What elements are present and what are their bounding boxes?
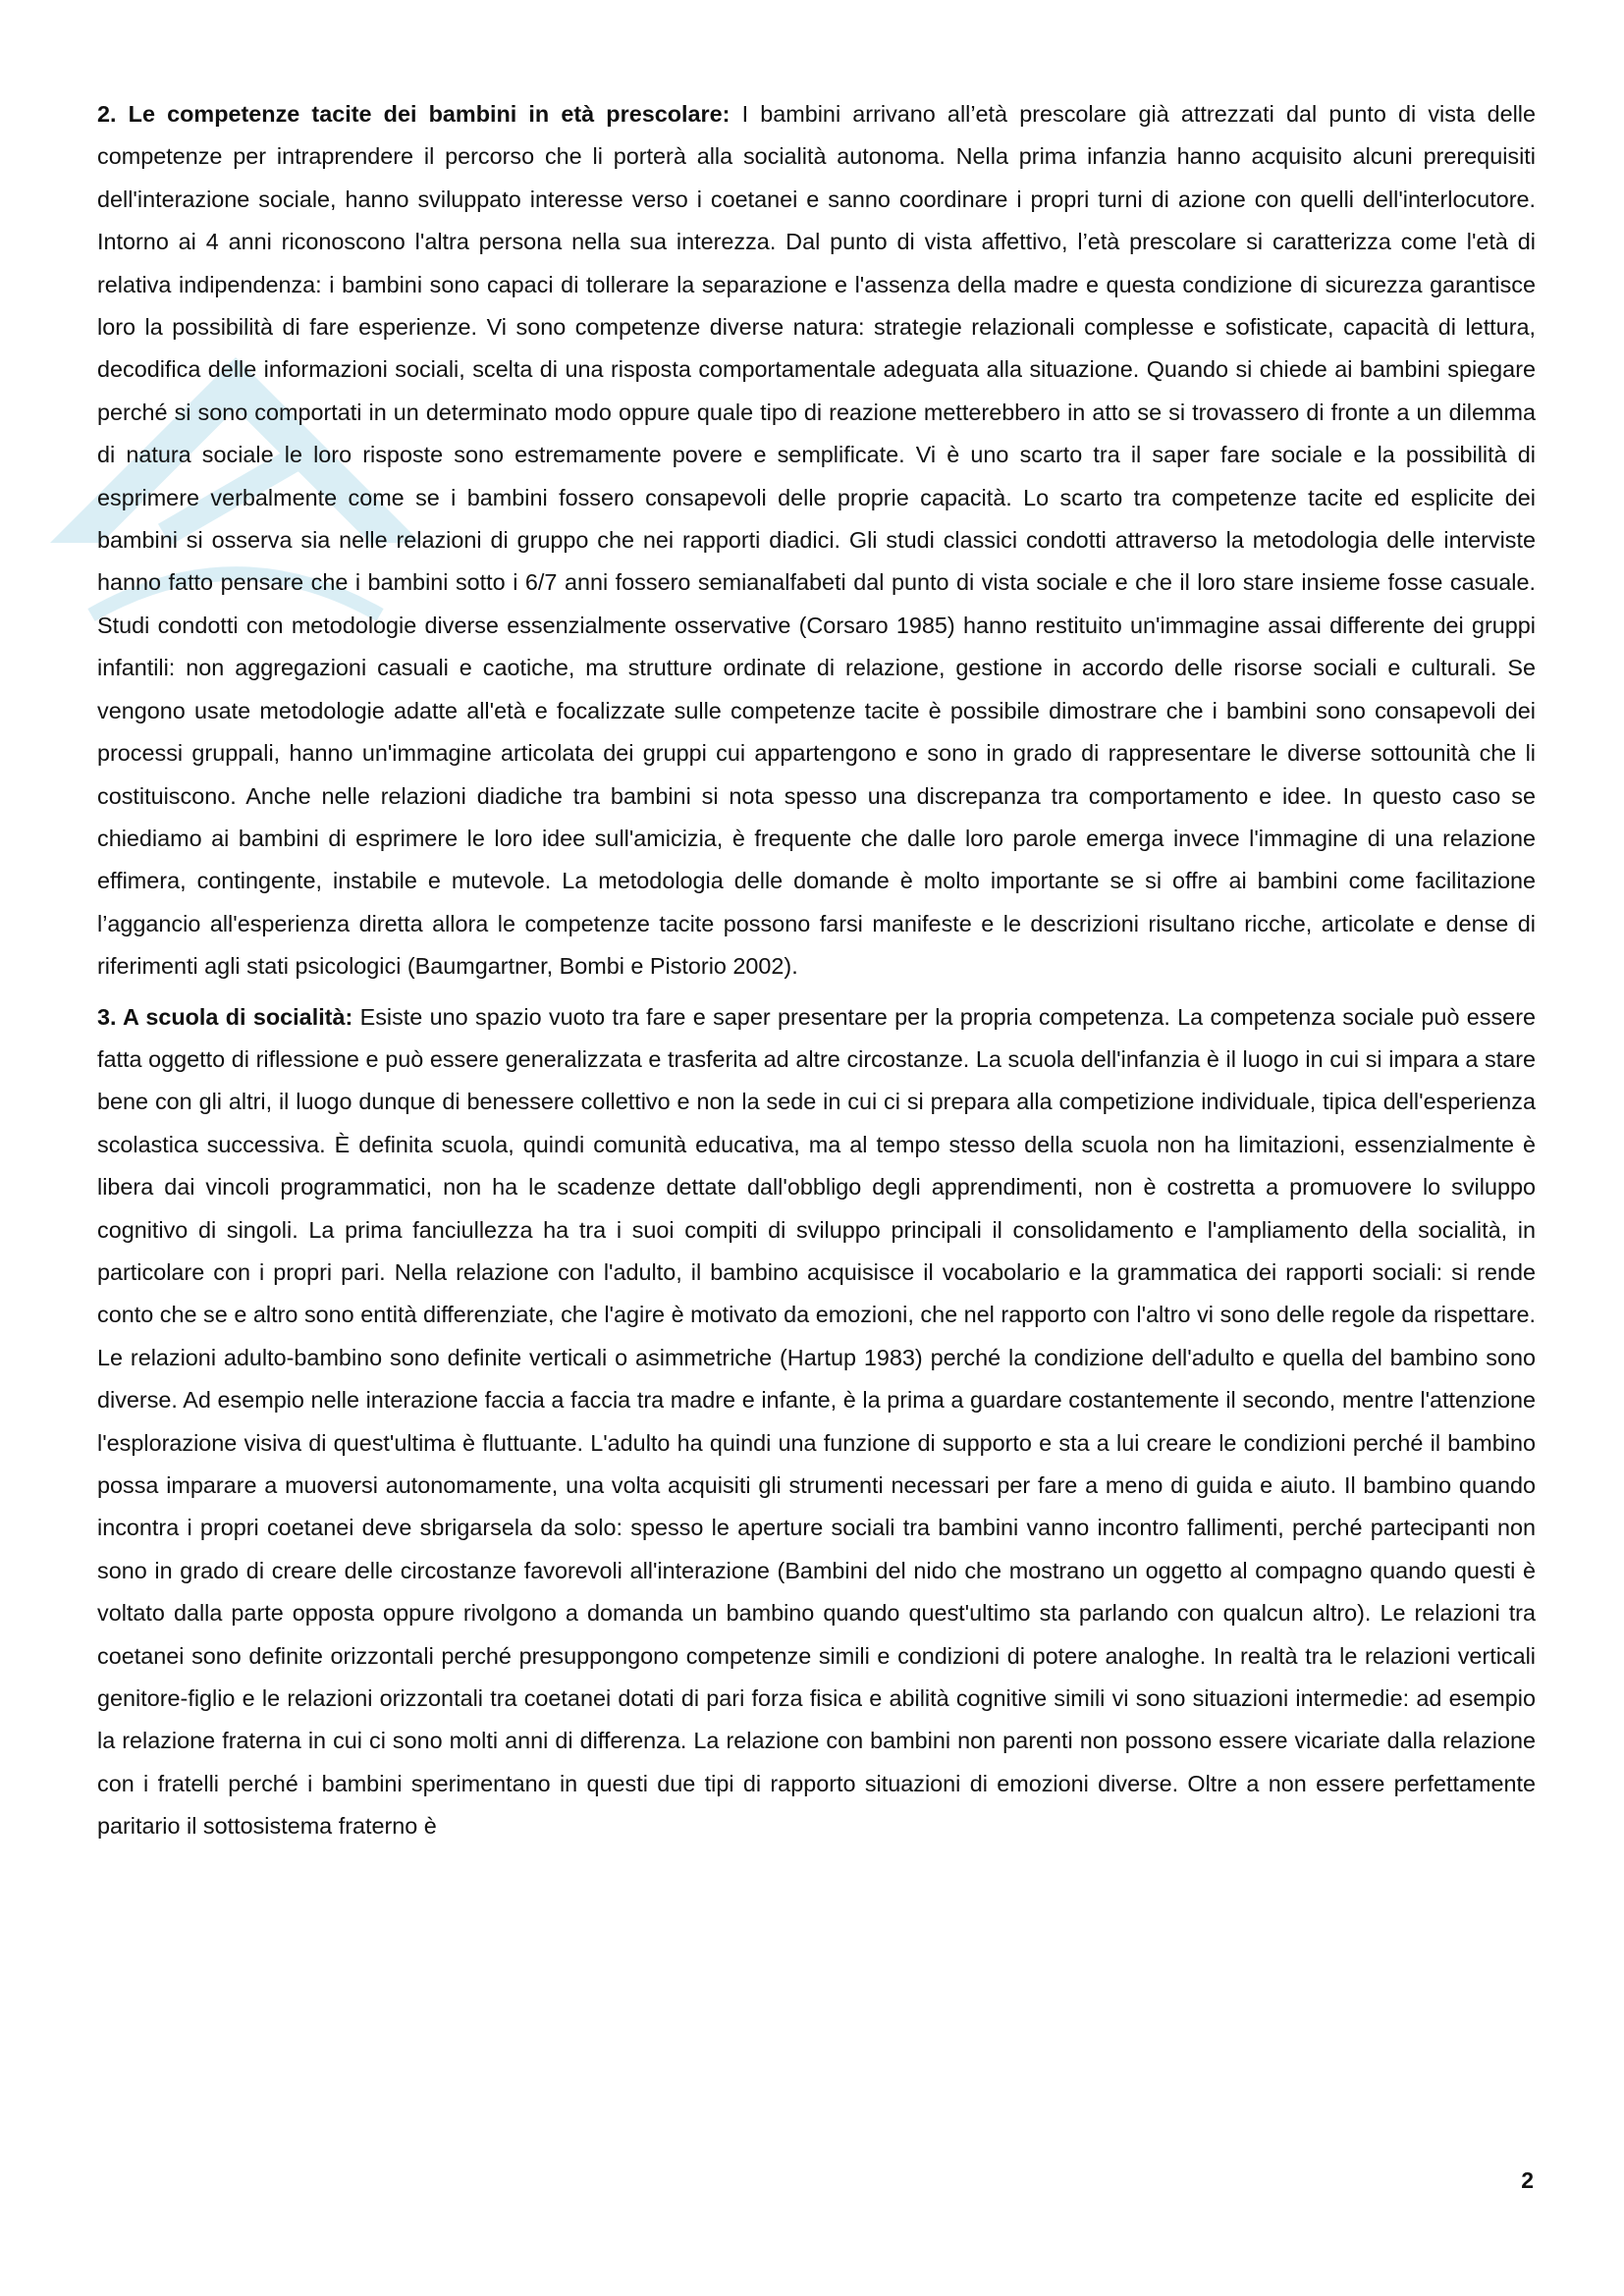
- paragraph-scuola-socialita: [97, 996, 1536, 1848]
- section-heading-scuola-socialita: 3. A scuola di socialità:: [97, 1003, 353, 1030]
- section-heading-competenze-tacite: 2. Le competenze tacite dei bambini in età prescolare:: [97, 101, 731, 127]
- page-number: 2: [1521, 2167, 1534, 2193]
- section-text-competenze-tacite: I bambini arrivano all’età prescolare già attrezzati dal punto di vista delle competenze per intraprendere il percorso che li porterà alla socialità autonoma. Nella prima infanzia hanno acquisito alcuni prerequisiti dell'interazione sociale, hanno sviluppato interesse verso i coetanei e sanno coordinare i propri turni di azione con quelli dell'interlocutore. Intorno ai 4 anni riconoscono l'altra persona nella sua interezza. Dal punto di vista affettivo, l’età prescolare si caratterizza come l'età di relativa indipendenza: i bambini sono capaci di tollerare la separazione e l'assenza della madre e questa condizione di sicurezza garantisce loro la possibilità di fare esperienze. Vi sono competenze diverse natura: strategie relazionali complesse e sofisticate, capacità di lettura, decodifica delle informazioni sociali, scelta di una risposta comportamentale adeguata alla situazione. Quando si chiede ai bambini spiegare perché si sono comportati in un determinato modo oppure quale tipo di reazione metterebbero in atto se si trovassero di fronte a un dilemma di natura sociale le loro risposte sono estremamente povere e semplificate. Vi è uno scarto tra il saper fare sociale e la possibilità di esprimere verbalmente come se i bambini fossero consapevoli delle proprie capacità. Lo scarto tra competenze tacite ed esplicite dei bambini si osserva sia nelle relazioni di gruppo che nei rapporti diadici. Gli studi classici condotti attraverso la metodologia delle interviste hanno fatto pensare che i bambini sotto i 6/7 anni fossero semianalfabeti dal punto di vista sociale e che il loro stare insieme fosse casuale. Studi condotti con metodologie diverse essenzialmente osservative (Corsaro 1985) hanno restituito un'immagine assai differente dei gruppi infantili: non aggregazioni casuali e caotiche, ma strutture ordinate di relazione, gestione in accordo delle risorse sociali e culturali. Se vengono usate metodologie adatte all'età e focalizzate sulle competenze tacite è possibile dimostrare che i bambini sono consapevoli dei processi gruppali, hanno un'immagine articolata dei gruppi cui appartengono e sono in grado di rappresentare le diverse sottounità che li costituiscono. Anche nelle relazioni diadiche tra bambini si nota spesso una discrepanza tra comportamento e idee. In questo caso se chiediamo ai bambini di esprimere le loro idee sull'amicizia, è frequente che dalle loro parole emerga invece l'immagine di una relazione effimera, contingente, instabile e mutevole. La metodologia delle domande è molto importante se si offre ai bambini come facilitazione l’aggancio all'esperienza diretta allora le competenze tacite possono farsi manifeste e le descrizioni risultano ricche, articolate e dense di riferimenti agli stati psicologici (Baumgartner, Bombi e Pistorio 2002).: [97, 101, 1537, 980]
- section-text-scuola-socialita: Esiste uno spazio vuoto tra fare e saper presentare per la propria competenza. La competenza sociale può essere fatta oggetto di riflessione e può essere generalizzata e trasferita ad altre circostanze. La scuola dell'infanzia è il luogo in cui si impara a stare bene con gli altri, il luogo dunque di benessere collettivo e non la sede in cui ci si prepara alla competizione individuale, tipica dell'esperienza scolastica successiva. È definita scuola, quindi comunità educativa, ma al tempo stesso della scuola non ha limitazioni, essenzialmente è libera dai vincoli programmatici, non ha le scadenze dettate dall'obbligo degli apprendimenti, non è costretta a promuovere lo sviluppo cognitivo di singoli. La prima fanciullezza ha tra i suoi compiti di sviluppo principali il consolidamento e l'ampliamento della socialità, in particolare con i propri pari. Nella relazione con l'adulto, il bambino acquisisce il vocabolario e la grammatica dei rapporti sociali: si rende conto che se e altro sono entità differenziate, che l'agire è motivato da emozioni, che nel rapporto con l'altro vi sono delle regole da rispettare. Le relazioni adulto-bambino sono definite verticali o asimmetriche (Hartup 1983) perché la condizione dell'adulto e quella del bambino sono diverse. Ad esempio nelle interazione faccia a faccia tra madre e infante, è la prima a guardare costantemente il secondo, mentre l'attenzione l'esplorazione visiva di quest'ultima è fluttuante. L'adulto ha quindi una funzione di supporto e sta a lui creare le condizioni perché il bambino possa imparare a muoversi autonomamente, una volta acquisiti gli strumenti necessari per fare a meno di guida e aiuto. Il bambino quando incontra i propri coetanei deve sbrigarsela da solo: spesso le aperture sociali tra bambini vanno incontro fallimenti, perché partecipanti non sono in grado di creare delle circostanze favorevoli all'interazione (Bambini del nido che mostrano un oggetto al compagno quando questi è voltato dalla parte opposta oppure rivolgono a domanda un bambino quando quest'ultimo sta parlando con qualcun altro). Le relazioni tra coetanei sono definite orizzontali perché presuppongono competenze simili e condizioni di potere analoghe. In realtà tra le relazioni verticali genitore-figlio e le relazioni orizzontali tra coetanei dotati di pari forza fisica e abilità cognitive simili vi sono situazioni intermedie: ad esempio la relazione fraterna in cui ci sono molti anni di differenza. La relazione con bambini non parenti non possono essere vicariate dalla relazione con i fratelli perché i bambini sperimentano in questi due tipi di rapporto situazioni di emozioni diverse. Oltre a non essere perfettamente paritario il sottosistema fraterno è: [97, 1003, 1536, 1840]
- document-body: [97, 93, 1536, 1856]
- paragraph-competenze-tacite: [97, 93, 1536, 988]
